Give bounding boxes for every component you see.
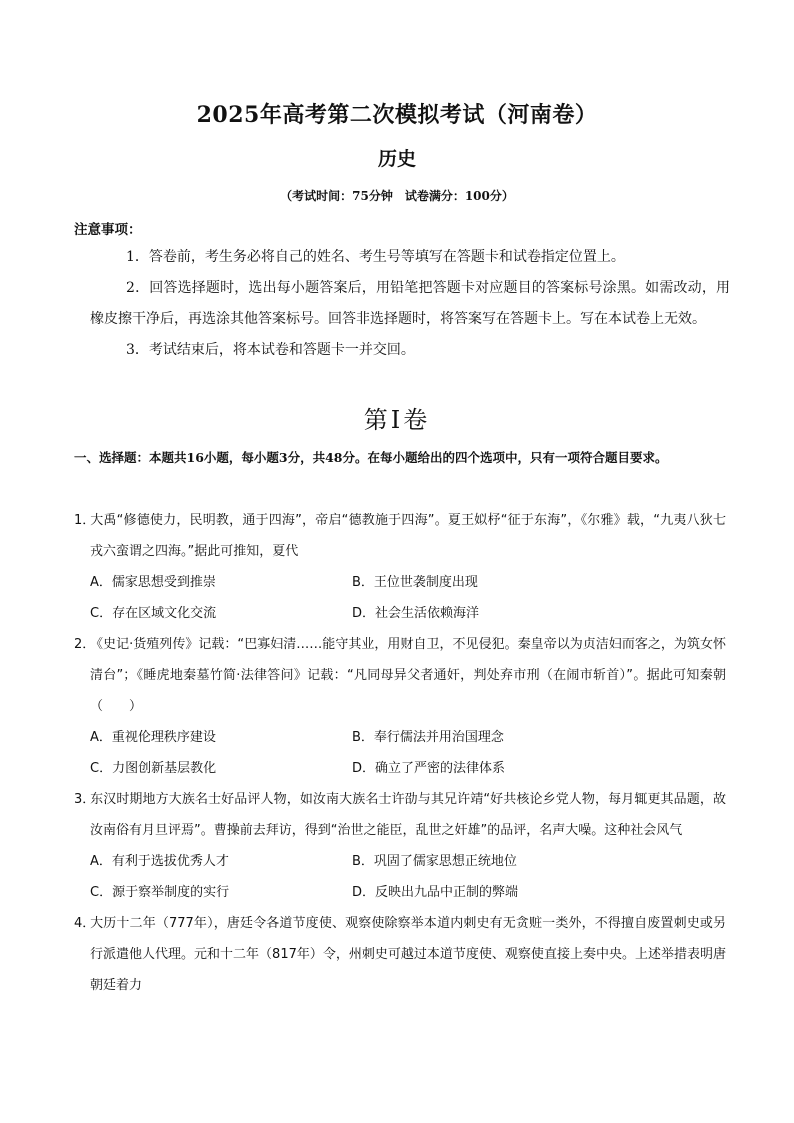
notice-heading: 注意事项： xyxy=(74,222,142,238)
option-grid xyxy=(74,567,726,629)
question-text: 《史记·货殖列传》记载：“巴寡妇清……能守其业，用财自卫，不见侵犯。秦皇帝以为贞洁妇而客之，为筑女怀清台”；《睡虎地秦墓竹简·法律答问》记载：“凡同母异父者通奸，判处弃市刑（在闹市斩首）”。据此可知秦朝（ ） xyxy=(90,637,726,714)
question-3 xyxy=(74,784,726,908)
exam-title: 2025年高考第二次模拟考试（河南卷） xyxy=(196,102,598,128)
question-1 xyxy=(74,505,726,629)
question-stem xyxy=(74,629,726,722)
question-2 xyxy=(74,629,726,784)
option-c: C．存在区域文化交流 xyxy=(90,606,217,621)
option-b: B．奉行儒法并用治国理念 xyxy=(352,730,504,745)
option-grid xyxy=(74,722,726,784)
notice-item: 3．考试结束后，将本试卷和答题卡一并交回。 xyxy=(126,342,415,358)
notice-item: 1．答卷前，考生务必将自己的姓名、考生号等填写在答题卡和试卷指定位置上。 xyxy=(126,249,625,265)
part-heading: 第Ⅰ卷 xyxy=(363,406,431,434)
subject-title: 历史 xyxy=(377,148,416,170)
question-number: 2． xyxy=(74,637,96,652)
exam-info: （考试时间：75分钟 试卷满分：100分） xyxy=(280,189,514,203)
question-4 xyxy=(74,908,726,1001)
option-d: D．确立了严密的法律体系 xyxy=(352,761,506,776)
notice-item: 2．回答选择题时，选出每小题答案后，用铅笔把答题卡对应题目的答案标号涂黑。如需改动，用橡皮擦干净后，再选涂其他答案标号。回答非选择题时，将答案写在答题卡上。写在本试卷上无效。 xyxy=(90,280,730,327)
question-text: 大禹“修德使力，民明教，通于四海”，帝启“德教施于四海”。夏王姒杼“征于东海”，《尔雅》载，“九夷八狄七戎六蛮谓之四海。”据此可推知，夏代 xyxy=(90,513,726,559)
question-text: 东汉时期地方大族名士好品评人物，如汝南大族名士许劭与其兄许靖“好共核论乡党人物，每月辄更其品题，故汝南俗有月旦评焉”。曹操前去拜访，得到“治世之能臣，乱世之奸雄”的品评，名声大噪。这种社会风气 xyxy=(90,792,726,838)
option-a: A．有利于选拔优秀人才 xyxy=(90,854,229,869)
option-a: A．重视伦理秩序建设 xyxy=(90,730,216,745)
option-grid xyxy=(74,846,726,908)
option-b: B．巩固了儒家思想正统地位 xyxy=(352,854,517,869)
question-number: 1． xyxy=(74,513,96,528)
option-c: C．源于察举制度的实行 xyxy=(90,885,230,900)
notice-list xyxy=(90,242,730,366)
question-stem xyxy=(74,908,726,1001)
question-stem xyxy=(74,505,726,567)
question-number: 4． xyxy=(74,916,96,931)
option-b: B．王位世袭制度出现 xyxy=(352,575,478,590)
section-intro: 一、选择题：本题共16小题，每小题3分，共48分。在每小题给出的四个选项中，只有一项符合题目要求。 xyxy=(74,450,668,465)
option-d: D．反映出九品中正制的弊端 xyxy=(352,885,519,900)
question-list xyxy=(74,505,726,1001)
option-a: A．儒家思想受到推崇 xyxy=(90,575,216,590)
option-d: D．社会生活依赖海洋 xyxy=(352,606,480,621)
question-text: 大历十二年（777年），唐廷令各道节度使、观察使除察举本道内刺史有无贪赃一类外，不得擅自废置刺史或另行派遣他人代理。元和十二年（817年）令，州刺史可越过本道节度使、观察使直接上奏中央。上述举措表明唐朝廷着力 xyxy=(90,916,726,993)
question-stem xyxy=(74,784,726,846)
option-c: C．力图创新基层教化 xyxy=(90,761,217,776)
question-number: 3． xyxy=(74,792,96,807)
